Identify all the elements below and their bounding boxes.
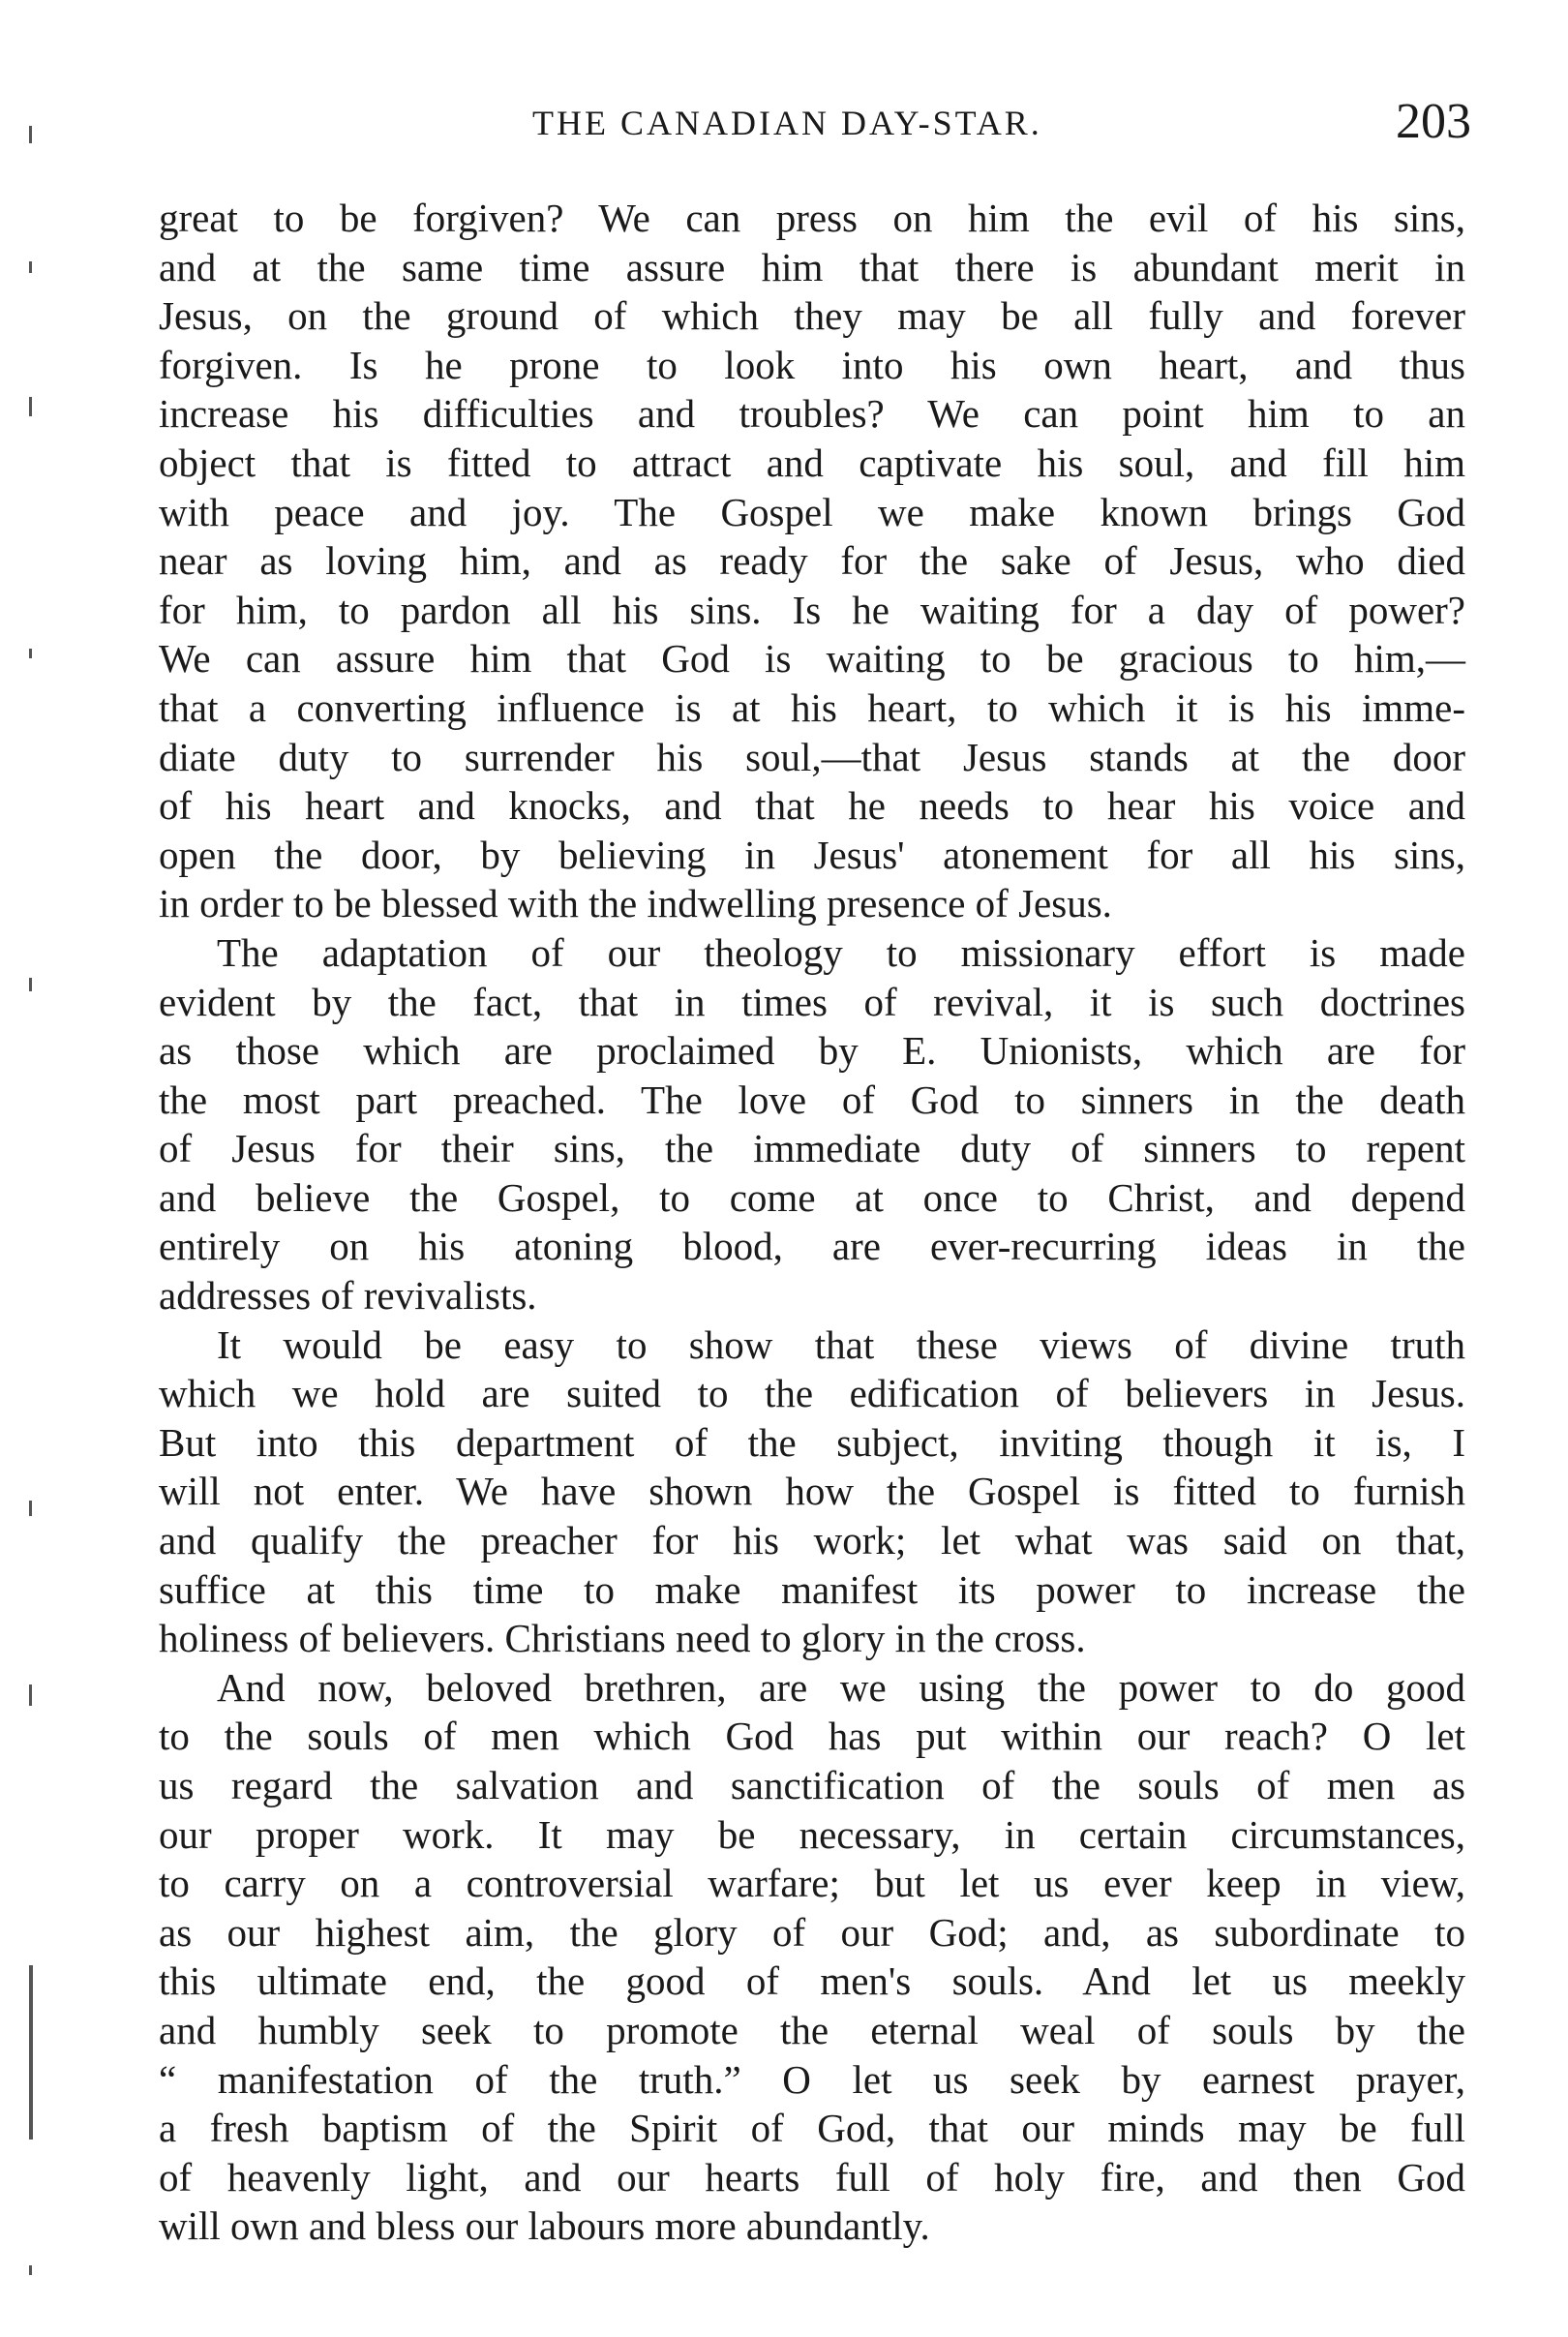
text-line: our proper work. It may be necessary, in certain circumstances, [159, 1811, 1465, 1857]
binding-margin [21, 106, 50, 2236]
running-title: THE CANADIAN DAY-STAR. [532, 104, 1042, 142]
text-line: The adaptation of our theology to missionary effort is made [217, 929, 1465, 975]
text-line: as those which are proclaimed by E. Unionists, which are for [159, 1028, 1465, 1074]
text-line: And now, beloved brethren, are we using the power to do good [217, 1664, 1465, 1710]
paragraph-2 [159, 928, 1465, 1320]
text-line: It would be easy to show that these views of divine truth [217, 1321, 1465, 1367]
paragraph-4 [159, 1663, 1465, 2251]
text-line: and qualify the preacher for his work; let what was said on that, [159, 1518, 1465, 1563]
text-line: in order to be blessed with the indwelling presence of Jesus. [159, 881, 1112, 926]
text-line: object that is fitted to attract and captivate his soul, and fill him [159, 440, 1465, 485]
text-line: evident by the fact, that in times of revival, it is such doctrines [159, 979, 1465, 1024]
text-line: open the door, by believing in Jesus' atonement for all his sins, [159, 832, 1465, 877]
text-line: us regard the salvation and sanctification of the souls of men as [159, 1763, 1465, 1807]
text-line: with peace and joy. The Gospel we make known brings God [159, 489, 1465, 534]
text-line: We can assure him that God is waiting to be gracious to him,— [159, 636, 1465, 682]
text-line: entirely on his atoning blood, are ever-recurring ideas in the [159, 1224, 1465, 1269]
text-line: great to be forgiven? We can press on him the evil of his sins, [159, 196, 1465, 240]
text-line: of heavenly light, and our hearts full of holy fire, and then God [159, 2154, 1465, 2200]
text-line: a fresh baptism of the Spirit of God, that our minds may be full [159, 2106, 1465, 2151]
text-line: and believe the Gospel, to come at once to Christ, and depend [159, 1174, 1465, 1220]
text-line: Jesus, on the ground of which they may be all fully and forever [159, 293, 1465, 339]
text-line: that a converting influence is at his heart, to which it is his imme- [159, 684, 1465, 730]
text-line: for him, to pardon all his sins. Is he waiting for a day of power? [159, 587, 1465, 632]
paragraph-3 [159, 1320, 1465, 1663]
text-line: suffice at this time to make manifest its power to increase the [159, 1566, 1465, 1612]
text-line: will not enter. We have shown how the Gospel is fitted to furnish [159, 1469, 1465, 1514]
text-line: to the souls of men which God has put within our reach? O let [159, 1714, 1465, 1759]
text-line: increase his difficulties and troubles? We can point him to an [159, 391, 1465, 437]
text-line: the most part preached. The love of God to sinners in the death [159, 1077, 1465, 1122]
text-line: of his heart and knocks, and that he needs to hear his voice and [159, 783, 1465, 829]
text-line: diate duty to surrender his soul,—that Jesus stands at the door [159, 734, 1465, 779]
text-line: of Jesus for their sins, the immediate duty of sinners to repent [159, 1126, 1465, 1171]
text-line: “ manifestation of the truth.” O let us seek by earnest prayer, [159, 2056, 1465, 2102]
text-line: this ultimate end, the good of men's souls. And let us meekly [159, 1958, 1465, 2004]
text-line: addresses of revivalists. [159, 1273, 537, 1319]
text-line: and humbly seek to promote the eternal weal of souls by the [159, 2007, 1465, 2052]
text-line: forgiven. Is he prone to look into his own heart, and thus [159, 342, 1465, 387]
page-header [155, 94, 1471, 157]
page-number: 203 [1396, 94, 1471, 149]
text-line: will own and bless our labours more abundantly. [159, 2203, 930, 2249]
text-line: and at the same time assure him that there is abundant merit in [159, 244, 1465, 289]
text-line: to carry on a controversial warfare; but let us ever keep in view, [159, 1861, 1465, 1906]
text-line: as our highest aim, the glory of our God; and, as subordinate to [159, 1909, 1465, 1955]
text-line: which we hold are suited to the edification of believers in Jesus. [159, 1371, 1465, 1416]
paragraph-1 [159, 194, 1465, 928]
text-line: But into this department of the subject, inviting though it is, I [159, 1419, 1465, 1465]
text-line: holiness of believers. Christians need to glory in the cross. [159, 1616, 1086, 1661]
text-line: near as loving him, and as ready for the sake of Jesus, who died [159, 538, 1465, 584]
body-text [159, 194, 1465, 2251]
